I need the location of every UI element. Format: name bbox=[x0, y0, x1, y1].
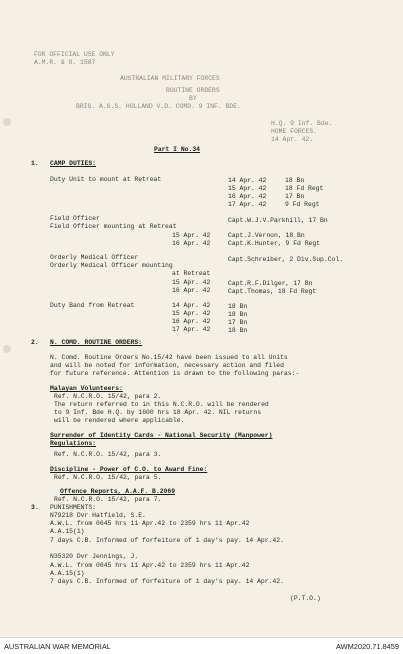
band-unit: 18 Bn bbox=[228, 327, 248, 334]
offence-reports-heading: Offence Reports, A.A.F. B.2069 bbox=[60, 488, 176, 495]
official-use-label: FOR OFFICIAL USE ONLY bbox=[34, 51, 115, 58]
discipline-heading: Discipline - Power of C.O. to Award Fine: bbox=[50, 466, 208, 473]
medical-officer-name: Capt.Thomas, 18 Fd Regt bbox=[228, 288, 317, 295]
medical-officer-mounting-label-2: at Retreat bbox=[172, 270, 211, 277]
medical-officer-mounting-label: Orderly Medical Officer mounting bbox=[50, 262, 173, 269]
duty-unit: 17 Bn bbox=[285, 193, 305, 200]
section-2-paragraph: and will be noted for information, necessary action and filed bbox=[50, 362, 284, 369]
section-2-paragraph: N. Comd. Routine Orders No.15/42 have been issued to all Units bbox=[50, 354, 288, 361]
issue-date: 14 Apr. 42. bbox=[271, 136, 314, 143]
punishment-awl: A.W.L. from 0645 hrs 11 Apr.42 to 2359 hrs 11 Apr.42 bbox=[50, 520, 250, 527]
duty-date: 14 Apr. 42 bbox=[228, 177, 267, 184]
field-officer-date: 16 Apr. 42 bbox=[172, 240, 211, 247]
section-2-paragraph: for future reference. Attention is drawn to the following paras:- bbox=[50, 370, 300, 377]
malayan-text: The return referred to in this N.C.R.O. will be rendered bbox=[54, 401, 269, 408]
surrender-ref: Ref. N.C.R.O. 15/42, para 3. bbox=[54, 451, 162, 458]
malayan-text: will be rendered where applicable. bbox=[54, 417, 185, 424]
punishment-name: N79218 Dvr Hatfield, S.E. bbox=[50, 512, 146, 519]
punishment-award: 7 days C.B. Informed of forfeiture of 1 day's pay. 14 Apr.42. bbox=[50, 537, 284, 544]
section-1-heading: CAMP DUTIES: bbox=[50, 160, 97, 167]
footer-bar bbox=[0, 637, 403, 654]
punishment-awl: A.W.L. from 0645 hrs 11 Apr.42 to 2359 hrs 11 Apr.42 bbox=[50, 562, 250, 569]
medical-officer-label: Orderly Medical Officer bbox=[50, 254, 139, 261]
section-2-heading: N. COMD. ROUTINE ORDERS: bbox=[50, 339, 143, 346]
hq-label: H.Q. 9 Inf. Bde. bbox=[271, 120, 333, 127]
surrender-identity-heading-2: Regulations: bbox=[50, 440, 97, 447]
band-unit: 18 Bn bbox=[228, 311, 248, 318]
medical-officer-name: Capt.R.F.Dilger, 17 Bn bbox=[228, 280, 313, 287]
malayan-volunteers-heading: Malayan Volunteers: bbox=[50, 385, 123, 392]
offence-reports-ref: Ref. N.C.R.O. 15/42, para 7. bbox=[54, 496, 162, 503]
duty-unit: 18 Bn bbox=[285, 177, 305, 184]
field-officer-value: Capt.W.J.V.Parkhill, 17 Bn bbox=[228, 217, 328, 224]
reference-label: A.M.R. & O. 1587 bbox=[34, 59, 96, 66]
document-title: ROUTINE ORDERS bbox=[166, 87, 220, 94]
pto-label: (P.T.O.) bbox=[290, 595, 321, 602]
field-officer-name: Capt.K.Hunter, 9 Fd Regt bbox=[228, 240, 321, 247]
field-officer-name: Capt.J.Vernon, 18 Bn bbox=[228, 232, 305, 239]
duty-unit-label: Duty Unit to mount at Retreat bbox=[50, 176, 162, 183]
punch-hole-top bbox=[3, 118, 11, 126]
field-officer-mounting-label: Field Officer mounting at Retreat bbox=[50, 223, 177, 230]
duty-date: 17 Apr. 42 bbox=[228, 201, 267, 208]
punishment-name: N35320 Dvr Jennings, J. bbox=[50, 553, 139, 560]
section-3-number: 3. bbox=[31, 504, 39, 511]
footer-institution: AUSTRALIAN WAR MEMORIAL bbox=[4, 642, 111, 651]
punishment-section: A.A.15(1) bbox=[50, 570, 85, 577]
field-officer-date: 15 Apr. 42 bbox=[172, 232, 211, 239]
duty-date: 15 Apr. 42 bbox=[228, 185, 267, 192]
band-date: 15 Apr. 42 bbox=[172, 310, 211, 317]
punishment-award: 7 days C.B. Informed of forfeiture of 1 day's pay. 14 Apr.42. bbox=[50, 578, 284, 585]
footer-accession-number: AWM2020.71.8459 bbox=[336, 642, 399, 651]
medical-officer-value: Capt.Schreiber, 2 Div.Sup.Col. bbox=[228, 256, 344, 263]
medical-officer-date: 16 Apr. 42 bbox=[172, 287, 211, 294]
section-3-heading: PUNISHMENTS: bbox=[50, 504, 97, 511]
band-date: 16 Apr. 42 bbox=[172, 318, 211, 325]
forces-label: HOME FORCES. bbox=[271, 128, 318, 135]
medical-officer-date: 15 Apr. 42 bbox=[172, 279, 211, 286]
commander-line: BRIG. A.G.S. HOLLAND V.D. COMD. 9 INF. BDE. bbox=[76, 103, 241, 110]
discipline-ref: Ref. N.C.R.O. 15/42, para 5. bbox=[54, 474, 162, 481]
part-number: Part I No.34 bbox=[154, 146, 201, 153]
section-2-number: 2. bbox=[31, 339, 39, 346]
punishment-section: A.A.15(1) bbox=[50, 528, 85, 535]
by-label: BY bbox=[189, 95, 197, 102]
surrender-identity-heading: Surrender of Identity Cards - National Security (Manpower) bbox=[50, 432, 273, 439]
organization-title: AUSTRALIAN MILITARY FORCES bbox=[120, 75, 220, 82]
band-unit: 18 Bn bbox=[228, 303, 248, 310]
band-date: 17 Apr. 42 bbox=[172, 326, 211, 333]
duty-band-label: Duty Band from Retreat bbox=[50, 302, 135, 309]
band-date: 14 Apr. 42 bbox=[172, 302, 211, 309]
punch-hole-bottom bbox=[3, 345, 11, 353]
band-unit: 17 Bn bbox=[228, 319, 248, 326]
malayan-text: to 9 Inf. Bde H.Q. by 1600 hrs 18 Apr. 42. NIL returns bbox=[54, 409, 262, 416]
field-officer-label: Field Officer bbox=[50, 215, 100, 222]
duty-unit: 18 Fd Regt bbox=[285, 185, 324, 192]
section-1-number: 1. bbox=[31, 160, 39, 167]
duty-date: 16 Apr. 42 bbox=[228, 193, 267, 200]
malayan-ref: Ref. N.C.R.O. 15/42, para 2. bbox=[54, 393, 162, 400]
duty-unit: 9 Fd Regt bbox=[285, 201, 320, 208]
